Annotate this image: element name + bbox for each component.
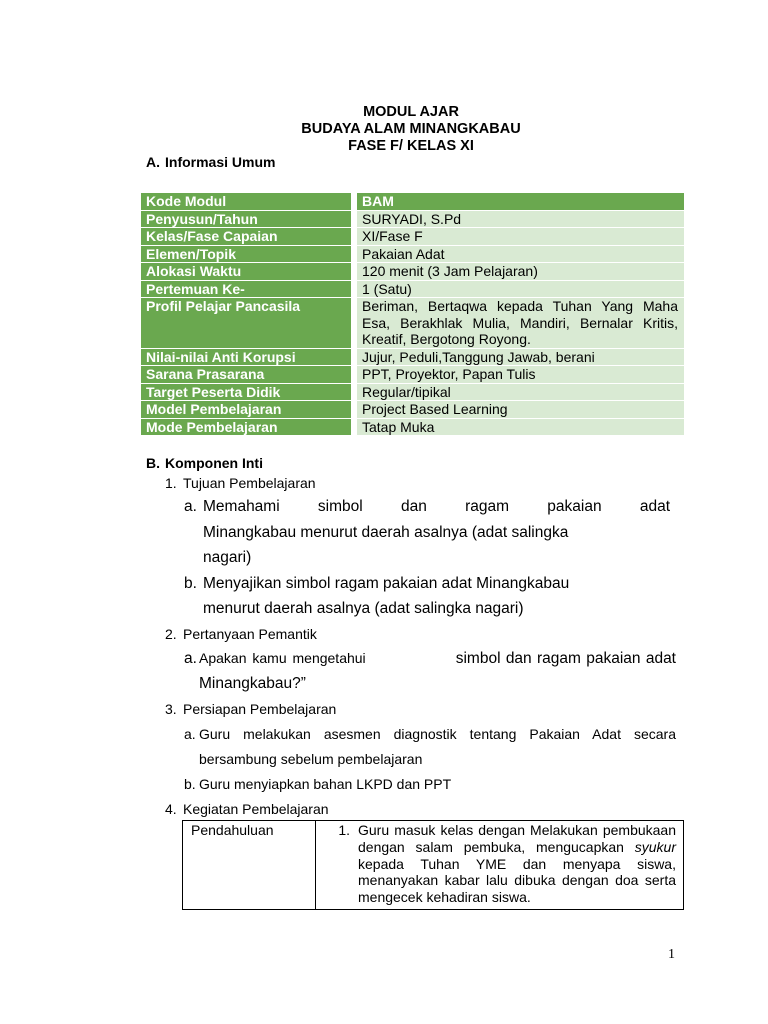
info-key: Model Pembelajaran — [141, 401, 354, 419]
section-b-label: B. — [146, 455, 160, 471]
info-value: 1 (Satu) — [354, 280, 684, 298]
info-value: Jujur, Peduli,Tanggung Jawab, berani — [354, 348, 684, 366]
page-number: 1 — [668, 947, 675, 962]
info-key: Profil Pelajar Pancasila — [141, 298, 354, 349]
section-b-title: Komponen Inti — [165, 455, 263, 471]
step-text: Guru masuk kelas dengan Melakukan pembukaan dengan salam pembuka, mengucapkan syukur kepada Tuhan YME dan menyapa siswa, menanyakan kabar lalu dibuka dengan doa serta mengecek kehadiran siswa. — [358, 822, 676, 906]
sub-label: b. — [184, 776, 196, 792]
info-key: Kode Modul — [141, 193, 354, 210]
info-value: Project Based Learning — [354, 401, 684, 419]
objective-b-line-1: Menyajikan simbol ragam pakaian adat Minangkabau — [203, 575, 570, 592]
objective-b-line-2: menurut daerah asalnya (adat salingka nagari) — [203, 600, 524, 617]
word: simbol — [317, 498, 363, 515]
info-key: Target Peserta Didik — [141, 383, 354, 401]
item-number: 1. — [165, 475, 177, 491]
sub-label: b. — [184, 575, 197, 592]
activity-table — [182, 820, 684, 910]
info-key: Mode Pembelajaran — [141, 418, 354, 436]
prep-a-line-2: bersambung sebelum pembelajaran — [199, 751, 423, 767]
item-title: Pertanyaan Pemantik — [183, 626, 317, 642]
question-text-part-2: simbol dan ragam pakaian adat — [455, 650, 676, 667]
info-key: Sarana Prasarana — [141, 366, 354, 384]
info-value: BAM — [354, 193, 684, 210]
info-key: Penyusun/Tahun — [141, 210, 354, 228]
table-row — [141, 280, 684, 298]
activity-steps — [316, 821, 684, 910]
info-key: Elemen/Topik — [141, 245, 354, 263]
info-key: Kelas/Fase Capaian — [141, 228, 354, 246]
table-row — [141, 366, 684, 384]
table-row — [141, 245, 684, 263]
table-row — [141, 298, 684, 349]
word: adat — [639, 498, 670, 515]
item-title: Kegiatan Pembelajaran — [183, 801, 329, 817]
item-number: 3. — [165, 701, 177, 717]
word: Memahami — [203, 498, 280, 515]
info-value: Tatap Muka — [354, 418, 684, 436]
info-table — [141, 193, 684, 436]
step-number: 1. — [338, 822, 350, 838]
prep-b-line-1: Guru menyiapkan bahan LKPD dan PPT — [199, 776, 452, 792]
info-key: Nilai-nilai Anti Korupsi — [141, 348, 354, 366]
info-value: 120 menit (3 Jam Pelajaran) — [354, 263, 684, 281]
info-key: Alokasi Waktu — [141, 263, 354, 281]
item-title: Persiapan Pembelajaran — [183, 701, 337, 717]
table-row — [141, 228, 684, 246]
table-row — [183, 821, 684, 910]
sub-label: a. — [184, 726, 196, 742]
table-row — [141, 401, 684, 419]
section-a-label: A. — [146, 154, 160, 170]
section-a-title: Informasi Umum — [165, 154, 276, 170]
question-text-part-1: Apakan kamu mengetahui — [199, 650, 366, 666]
info-value: Pakaian Adat — [354, 245, 684, 263]
question-line-2: Minangkabau?” — [199, 675, 306, 692]
word: dan — [400, 498, 427, 515]
sub-label: a. — [184, 498, 197, 515]
info-value: Beriman, Bertaqwa kepada Tuhan Yang Maha Esa, Berakhlak Mulia, Mandiri, Bernalar Kritis, Kreatif, Bergotong Royong. — [354, 298, 684, 349]
doc-title: MODUL AJAR — [363, 104, 459, 120]
info-key: Pertemuan Ke- — [141, 280, 354, 298]
word: ragam — [465, 498, 510, 515]
table-row — [141, 383, 684, 401]
objective-a-line-2: Minangkabau menurut daerah asalnya (adat salingka — [203, 524, 569, 541]
sub-label: a. — [184, 650, 197, 667]
item-number: 4. — [165, 801, 177, 817]
word: pakaian — [547, 498, 602, 515]
doc-subject: BUDAYA ALAM MINANGKABAU — [301, 121, 521, 137]
table-row — [141, 263, 684, 281]
question-line-1 — [199, 650, 676, 668]
table-row — [141, 348, 684, 366]
info-value: Regular/tipikal — [354, 383, 684, 401]
activity-phase: Pendahuluan — [183, 821, 316, 910]
table-row — [141, 193, 684, 210]
table-row — [141, 418, 684, 436]
info-value: SURYADI, S.Pd — [354, 210, 684, 228]
objective-a-line-3: nagari) — [203, 549, 252, 566]
item-title: Tujuan Pembelajaran — [183, 475, 316, 491]
doc-phase: FASE F/ KELAS XI — [348, 138, 474, 154]
info-value: PPT, Proyektor, Papan Tulis — [354, 366, 684, 384]
info-value: XI/Fase F — [354, 228, 684, 246]
prep-a-line-1: Guru melakukan asesmen diagnostik tentang Pakaian Adat secara — [199, 726, 676, 742]
objective-a-line-1 — [203, 498, 670, 516]
table-row — [141, 210, 684, 228]
item-number: 2. — [165, 626, 177, 642]
